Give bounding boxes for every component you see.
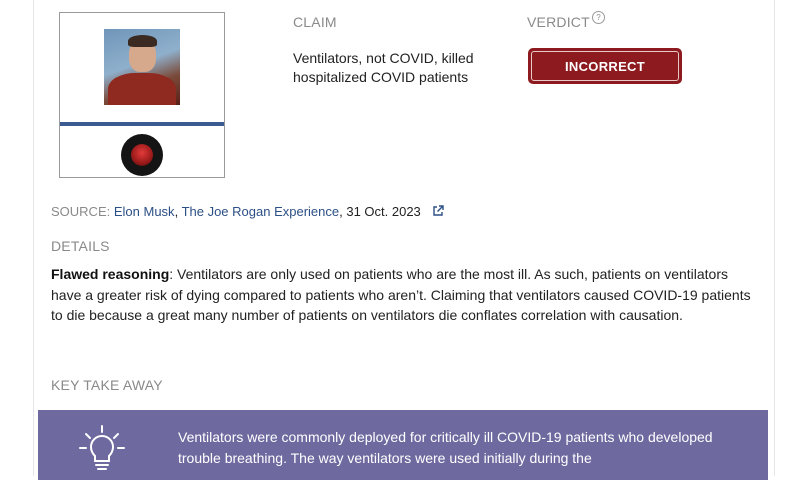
details-heading: Flawed reasoning: [51, 266, 170, 282]
key-takeaway-box: [38, 410, 768, 480]
claim-thumbnail: [59, 12, 225, 178]
source-line: SOURCE: Elon Musk, The Joe Rogan Experience, 31 Oct. 2023: [51, 204, 444, 220]
question-circle-icon[interactable]: ?: [592, 11, 605, 24]
key-takeaway-text: Ventilators were commonly deployed for critically ill COVID-19 patients who developed trouble breathing. The way ventilators were used initially during the: [178, 429, 713, 466]
speaker-photo: [104, 29, 180, 105]
details-label: DETAILS: [51, 238, 110, 254]
source-date: 31 Oct. 2023: [346, 204, 421, 219]
details-body: : Ventilators are only used on patients who are the most ill. As such, patients on ventilators have a greater risk of dying compared to patients who aren’t. Claiming that ventilators caused COVID-19 patients to die because a great many number of patients on ventilators die conflates correlation with causation.: [51, 266, 751, 323]
verdict-label: VERDICT: [527, 14, 590, 30]
verdict-badge: [528, 48, 682, 84]
source-label: SOURCE:: [51, 204, 111, 219]
claim-text: Ventilators, not COVID, killed hospitalized COVID patients: [293, 50, 474, 85]
external-link-icon[interactable]: [432, 205, 444, 220]
details-text: [51, 264, 761, 326]
source-outlet-link[interactable]: The Joe Rogan Experience: [181, 204, 340, 219]
thumbnail-divider: [60, 122, 224, 126]
claim-label: CLAIM: [293, 14, 337, 30]
podcast-logo: [121, 134, 163, 176]
lightbulb-icon: [78, 424, 126, 474]
source-speaker-link[interactable]: Elon Musk: [113, 204, 175, 219]
key-takeaway-label: KEY TAKE AWAY: [51, 377, 163, 393]
verdict-value: INCORRECT: [531, 51, 679, 81]
